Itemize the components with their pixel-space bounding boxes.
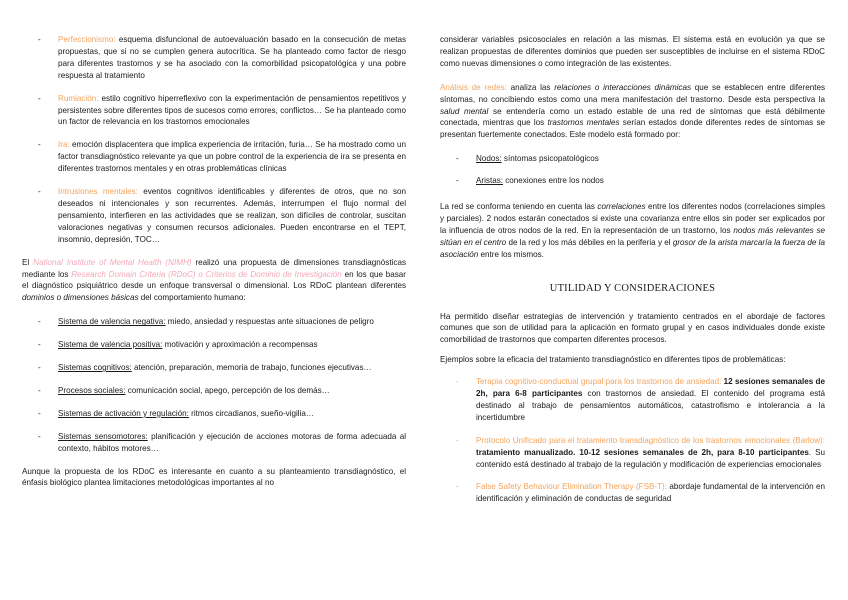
term-intrusiones: Intrusiones mentales:	[58, 187, 138, 197]
continuation-paragraph: considerar variables psicosociales en relación a las mismas. El sistema está en evolución ya que se realizan propuestas de diferentes dominios que pueden ser susceptibles de incluirse en el sistema RDoC como nuevas dimensiones o como integración de las existentes.	[440, 35, 825, 68]
list-item: - Aristas: conexiones entre los nodos	[456, 176, 604, 186]
term-rumiacion: Rumiación:	[58, 93, 99, 103]
list-item: - Sistemas cognitivos: atención, preparación, memoria de trabajo, funciones ejecutivas…	[38, 363, 372, 373]
model-list	[440, 153, 825, 187]
list-item: - Sistema de valencia positiva: motivación y aproximación a recompensas	[38, 340, 318, 350]
list-item: - Intrusiones mentales: eventos cognitivos identificables y diferentes de otros, que no son deseados ni intencionales y son recurrentes. Además, interrumpen el flujo normal del pensamiento, interfieren en las actividades que se realizan, son difíciles de controlar, suscitan valoraciones negativas y consumen recursos adicionales. Pueden encontrarse en el TEPT, insomnio, depresión, TOC…	[38, 187, 406, 244]
section-title: UTILIDAD Y CONSIDERACIONES	[549, 282, 716, 294]
term-ira: Ira:	[58, 140, 70, 150]
list-item: - Nodos: síntomas psicopatológicos	[456, 154, 599, 164]
list-item: - Sistemas sensomotores: planificación y ejecución de acciones motoras de forma adecuada al contexto, hábitos motores…	[38, 431, 406, 453]
nimh-term: National Institute of Mental Health (NIMH)	[33, 257, 192, 267]
examples-intro: Ejemplos sobre la eficacia del tratamiento transdiagnóstico en diferentes tipos de problemáticas:	[440, 355, 786, 365]
left-column	[22, 34, 406, 497]
list-item: - Rumiación: estilo cognitivo hiperreflexivo con la experimentación de pensamientos repetitivos y persistentes sobre diferentes tipos de sucesos como errores, conflictos… Se ha planteado como un factor de relevancia en los trastornos emocionales	[38, 93, 406, 127]
list-item: - Terapia cognitivo-conductual grupal para los trastornos de ansiedad: 12 sesiones semanales de 2h, para 6-8 participantes con trastornos de ansiedad. El contenido del programa está destinado al trabajo de pensamientos automáticos, catastrofismo e intolerancia a la incertidumbre	[456, 377, 825, 422]
network-paragraph: Análisis de redes: analiza las relaciones o interacciones dinámicas que se establecen entre diferentes síntomas, no concibiendo estos como una mera manifestación del trastorno. Desde esta perspectiva la salud mental se entendería como un estado estable de una red de síntomas que está débilmente conectada, mientras que los trastornos mentales serían estados donde diferentes redes de síntomas se presentan fuertemente conectados. Este modelo está formado por:	[440, 82, 825, 140]
examples-list	[440, 376, 825, 505]
utility-paragraph: Ha permitido diseñar estrategias de intervención y tratamiento centrados en el abordaje de factores comunes que son de utilidad para la aplicación en formato grupal y en casos individuales donde existe comorbilidad de trastornos que comparten diferentes procesos.	[440, 311, 825, 345]
rdoc-systems-list	[22, 316, 406, 454]
factor-list	[22, 34, 406, 246]
list-item: - Sistemas de activación y regulación: ritmos circadianos, sueño-vigilia…	[38, 408, 314, 418]
closing-paragraph: Aunque la propuesta de los RDoC es interesante en cuanto a su planteamiento transdiagnóstico, el énfasis biológico plantea limitaciones metodológicas importantes al no	[22, 466, 406, 488]
list-item: - Ira: emoción displacentera que implica experiencia de irritación, furia… Se ha mostrado como un factor transdiagnóstico relevante ya que un pobre control de la experiencia de ira se presenta en diferentes trastornos mentales y en otras problemáticas clínicas	[38, 140, 406, 174]
right-column	[440, 34, 825, 516]
dominios-term: dominios o dimensiones básicas	[22, 293, 139, 303]
rdoc-term: Research Domain Criteria (RDoC) o Criterios de Dominio de Investigación	[71, 269, 342, 279]
list-item: - Perfeccionismo: esquema disfuncional de autoevaluación basado en la consecución de metas propuestas, que si no se cumplen genera autocrítica. Se ha planteado como factor de riesgo para diferentes trastornos y se ha asociado con la comorbilidad psicopatológica y una pobre respuesta al tratamiento	[38, 35, 406, 80]
list-item: - Sistema de valencia negativa: miedo, ansiedad y respuestas ante situaciones de peligro	[38, 317, 374, 327]
nimh-paragraph: El National Institute of Mental Health (NIMH) realizó una propuesta de dimensiones transdiagnósticas mediante los Research Domain Criteria (RDoC) o Criterios de Dominio de Investigación en los que basar el diagnóstico psiquiátrico desde un enfoque transversal o dimensional. Los RDoC plantean diferentes dominios o dimensiones básicas del comportamiento humano:	[22, 257, 406, 303]
term-analisis-redes: Análisis de redes:	[440, 82, 507, 92]
term-perfeccionismo: Perfeccionismo:	[58, 35, 116, 44]
list-item: - Protocolo Unificado para el tratamiento transdiagnóstico de los trastornos emocionales (Barlow): tratamiento manualizado. 10-12 sesiones semanales de 2h, para 8-10 participantes. Su contenido está destinado al trabajo de la regulación y modificación de experiencias emocionales	[456, 435, 825, 469]
list-item: - Procesos sociales: comunicación social, apego, percepción de los demás…	[38, 385, 330, 395]
list-item: - False Safety Behaviour Elimination Therapy (FSB-T): abordaje fundamental de la intervención en identificación y eliminación de conductas de seguridad	[456, 482, 825, 504]
red-paragraph: La red se conforma teniendo en cuenta las correlaciones entre los diferentes nodos (correlaciones simples y parciales). 2 nodos estarán conectados si existe una covarianza entre ellos sin poder ser explicados por la influencia de otros nodos de la red. En la representación de un trastorno, los nodos más relevantes se sitúan en el centro de la red y los más débiles en la periferia y el grosor de la arista marcaría la fuerza de la asociación entre los mismos.	[440, 202, 825, 259]
